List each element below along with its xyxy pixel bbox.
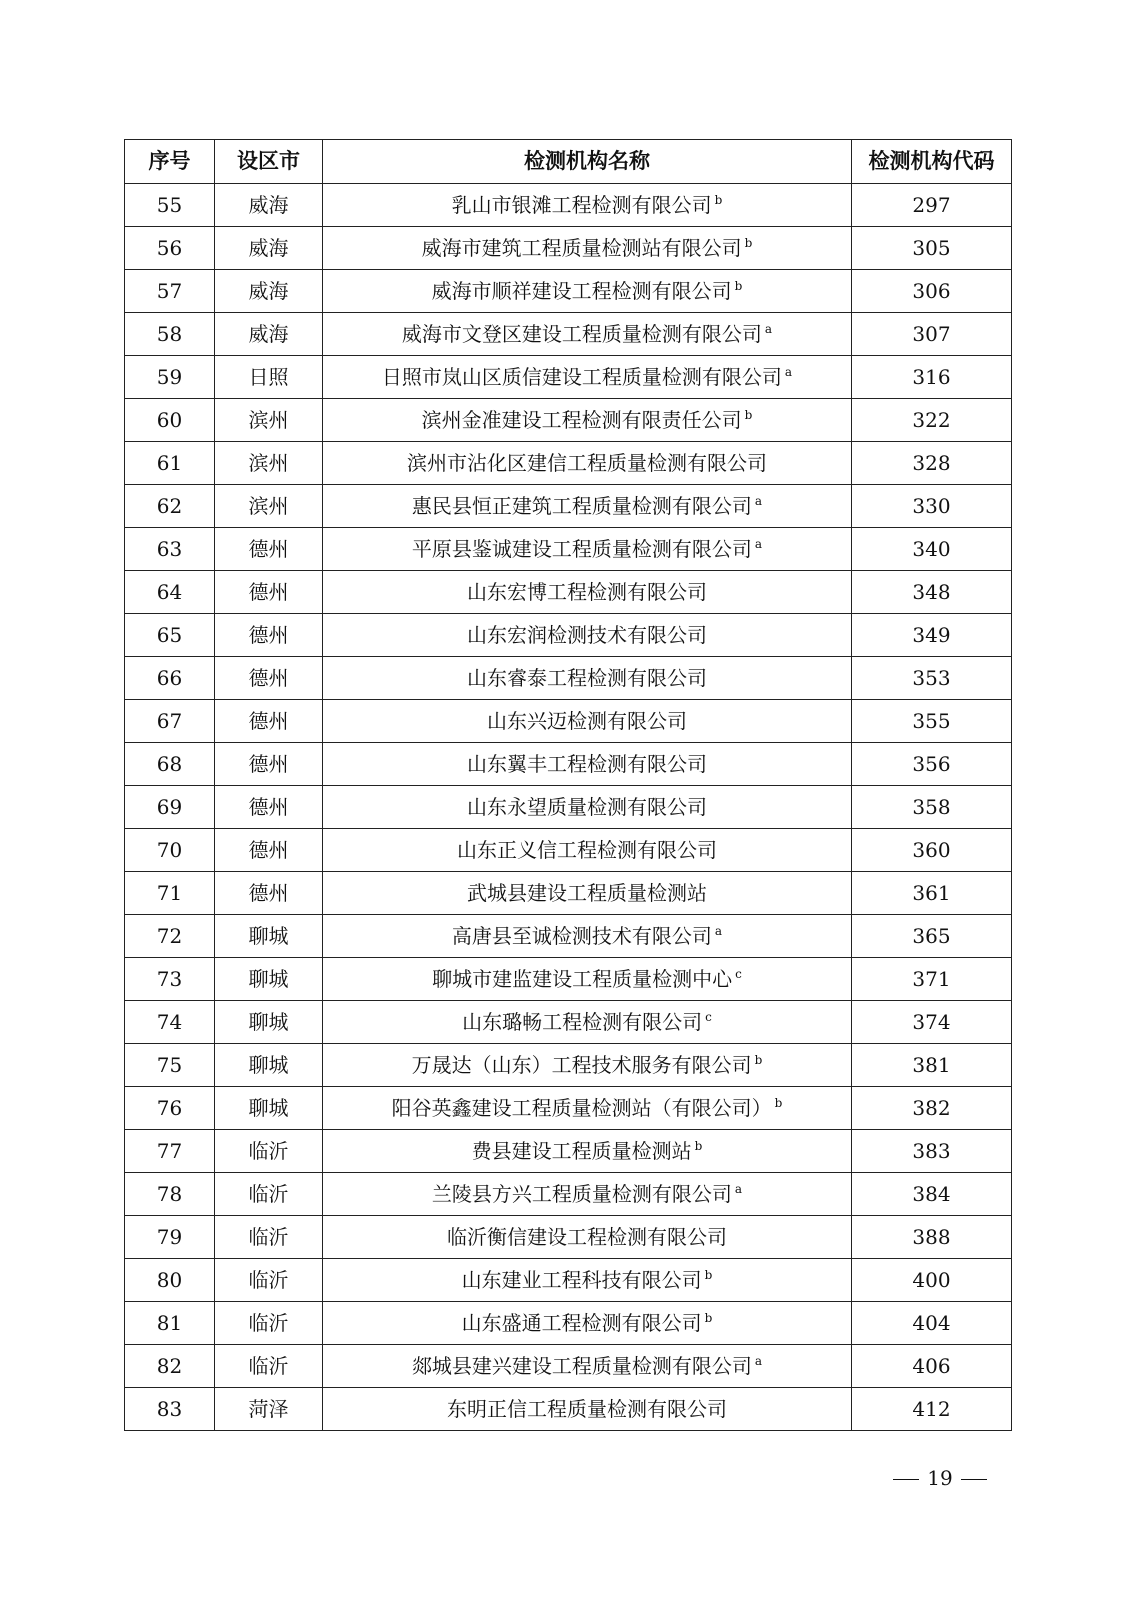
cell-agency-code-text: 349: [912, 623, 951, 647]
cell-serial-number: [125, 743, 215, 786]
cell-serial-number: [125, 1216, 215, 1259]
cell-agency-name-text: 日照市岚山区质信建设工程质量检测有限公司: [381, 365, 782, 389]
cell-agency-code: [852, 227, 1012, 270]
footnote-marker: b: [744, 408, 753, 423]
cell-city-text: 德州: [248, 580, 289, 604]
cell-agency-code-text: 328: [912, 451, 951, 475]
table-row: [125, 1345, 1012, 1388]
cell-city: [215, 1302, 323, 1345]
cell-agency-code-text: 307: [912, 322, 951, 346]
cell-serial-number: [125, 1044, 215, 1087]
cell-city: [215, 743, 323, 786]
cell-city-text: 德州: [248, 838, 289, 862]
cell-city-text: 德州: [248, 623, 289, 647]
cell-serial-number-text: 70: [156, 838, 183, 862]
cell-city-text: 威海: [248, 193, 289, 217]
footnote-marker: a: [784, 365, 793, 380]
cell-serial-number: [125, 829, 215, 872]
cell-agency-code: [852, 614, 1012, 657]
cell-serial-number: [125, 184, 215, 227]
cell-city-text: 聊城: [248, 1010, 289, 1034]
cell-city: [215, 1345, 323, 1388]
cell-serial-number: [125, 958, 215, 1001]
table-row: [125, 184, 1012, 227]
table-row: [125, 1044, 1012, 1087]
cell-city-text: 德州: [248, 881, 289, 905]
cell-agency-name-text: 威海市顺祥建设工程检测有限公司: [431, 279, 732, 303]
cell-serial-number: [125, 1345, 215, 1388]
cell-agency-code: [852, 184, 1012, 227]
cell-agency-name-text: 山东翼丰工程检测有限公司: [467, 752, 707, 776]
table-row: [125, 227, 1012, 270]
cell-agency-name-text: 山东永望质量检测有限公司: [467, 795, 707, 819]
cell-city: [215, 1216, 323, 1259]
cell-agency-name-text: 山东宏润检测技术有限公司: [467, 623, 707, 647]
cell-agency-code-text: 381: [912, 1053, 951, 1077]
cell-serial-number-text: 63: [156, 537, 183, 561]
cell-serial-number: [125, 1173, 215, 1216]
cell-agency-name-text: 郯城县建兴建设工程质量检测有限公司: [411, 1354, 752, 1378]
cell-city: [215, 442, 323, 485]
cell-city: [215, 657, 323, 700]
cell-serial-number-text: 82: [156, 1354, 183, 1378]
cell-agency-name: [323, 700, 852, 743]
cell-agency-code: [852, 1345, 1012, 1388]
cell-agency-code-text: 356: [912, 752, 951, 776]
cell-serial-number-text: 58: [156, 322, 183, 346]
table-row: [125, 571, 1012, 614]
cell-agency-name-text: 乳山市银滩工程检测有限公司: [451, 193, 712, 217]
cell-city: [215, 270, 323, 313]
cell-serial-number-text: 72: [156, 924, 183, 948]
cell-serial-number: [125, 399, 215, 442]
table-row: [125, 485, 1012, 528]
cell-serial-number: [125, 485, 215, 528]
cell-agency-code: [852, 872, 1012, 915]
cell-agency-name: [323, 1216, 852, 1259]
table-body: [125, 184, 1012, 1431]
cell-serial-number-text: 61: [156, 451, 183, 475]
table-row: [125, 657, 1012, 700]
footnote-marker: a: [764, 322, 773, 337]
cell-city: [215, 1259, 323, 1302]
cell-agency-code-text: 371: [912, 967, 951, 991]
cell-city: [215, 1044, 323, 1087]
page-number: 19: [927, 1466, 953, 1490]
cell-agency-code-text: 316: [912, 365, 951, 389]
cell-serial-number: [125, 1302, 215, 1345]
cell-city: [215, 958, 323, 1001]
cell-city-text: 临沂: [248, 1268, 289, 1292]
cell-city: [215, 614, 323, 657]
cell-serial-number: [125, 915, 215, 958]
table-row: [125, 872, 1012, 915]
cell-agency-name: [323, 485, 852, 528]
cell-agency-name-text: 平原县鉴诚建设工程质量检测有限公司: [411, 537, 752, 561]
cell-agency-code: [852, 915, 1012, 958]
cell-city: [215, 700, 323, 743]
table-row: [125, 399, 1012, 442]
cell-city-text: 威海: [248, 279, 289, 303]
cell-serial-number: [125, 270, 215, 313]
cell-city: [215, 1130, 323, 1173]
cell-agency-name: [323, 399, 852, 442]
table-row: [125, 829, 1012, 872]
cell-agency-code-text: 330: [912, 494, 951, 518]
table-header-row: [125, 140, 1012, 184]
footnote-marker: a: [754, 1354, 763, 1369]
cell-agency-code: [852, 528, 1012, 571]
header-agency-code: 检测机构代码: [852, 140, 1012, 184]
cell-serial-number-text: 56: [156, 236, 183, 260]
cell-agency-code: [852, 743, 1012, 786]
cell-agency-name: [323, 872, 852, 915]
cell-city-text: 威海: [248, 322, 289, 346]
footnote-marker: b: [774, 1096, 783, 1111]
cell-city: [215, 485, 323, 528]
cell-agency-name: [323, 571, 852, 614]
cell-city-text: 滨州: [248, 494, 289, 518]
cell-agency-name-text: 山东建业工程科技有限公司: [461, 1268, 702, 1292]
cell-city: [215, 1388, 323, 1431]
cell-agency-name: [323, 270, 852, 313]
cell-city: [215, 571, 323, 614]
cell-serial-number: [125, 872, 215, 915]
cell-agency-name-text: 惠民县恒正建筑工程质量检测有限公司: [411, 494, 752, 518]
table-row: [125, 1001, 1012, 1044]
inspection-agency-table: [124, 139, 1012, 1431]
footnote-marker: c: [735, 967, 742, 982]
cell-agency-code-text: 384: [912, 1182, 951, 1206]
footnote-marker: a: [754, 537, 763, 552]
cell-agency-name: [323, 829, 852, 872]
cell-agency-code-text: 355: [912, 709, 951, 733]
header-serial-number: 序号: [125, 140, 215, 184]
cell-agency-code-text: 348: [912, 580, 951, 604]
cell-agency-code-text: 374: [912, 1010, 951, 1034]
table-row: [125, 958, 1012, 1001]
table-row: [125, 1216, 1012, 1259]
cell-agency-name: [323, 313, 852, 356]
cell-agency-name-text: 高唐县至诚检测技术有限公司: [451, 924, 712, 948]
cell-serial-number-text: 79: [156, 1225, 183, 1249]
cell-agency-code-text: 322: [912, 408, 951, 432]
cell-city: [215, 1087, 323, 1130]
cell-city: [215, 528, 323, 571]
footnote-marker: b: [714, 193, 723, 208]
cell-city: [215, 184, 323, 227]
cell-agency-code-text: 404: [912, 1311, 951, 1335]
cell-agency-name-text: 费县建设工程质量检测站: [471, 1139, 692, 1163]
table-row: [125, 915, 1012, 958]
cell-agency-name-text: 临沂衡信建设工程检测有限公司: [447, 1225, 727, 1249]
cell-agency-name-text: 武城县建设工程质量检测站: [467, 881, 707, 905]
cell-agency-name: [323, 442, 852, 485]
footnote-marker: a: [734, 1182, 743, 1197]
cell-city-text: 临沂: [248, 1354, 289, 1378]
cell-serial-number-text: 77: [156, 1139, 183, 1163]
cell-city-text: 威海: [248, 236, 289, 260]
cell-agency-code: [852, 700, 1012, 743]
cell-agency-code: [852, 829, 1012, 872]
cell-serial-number-text: 65: [156, 623, 183, 647]
cell-city-text: 临沂: [248, 1311, 289, 1335]
cell-agency-name-text: 山东正义信工程检测有限公司: [457, 838, 717, 862]
table-row: [125, 1302, 1012, 1345]
cell-agency-name: [323, 1388, 852, 1431]
cell-agency-code: [852, 1388, 1012, 1431]
cell-serial-number: [125, 442, 215, 485]
cell-serial-number: [125, 1130, 215, 1173]
cell-agency-name: [323, 614, 852, 657]
cell-agency-code: [852, 1001, 1012, 1044]
cell-agency-name: [323, 227, 852, 270]
cell-agency-name-text: 滨州金准建设工程检测有限责任公司: [421, 408, 742, 432]
cell-city-text: 聊城: [248, 924, 289, 948]
cell-city-text: 临沂: [248, 1225, 289, 1249]
header-agency-name: 检测机构名称: [323, 140, 852, 184]
cell-agency-code-text: 297: [912, 193, 951, 217]
cell-agency-code: [852, 399, 1012, 442]
cell-city: [215, 786, 323, 829]
cell-city-text: 德州: [248, 709, 289, 733]
cell-agency-code-text: 412: [912, 1397, 951, 1421]
cell-agency-code-text: 365: [912, 924, 951, 948]
cell-serial-number-text: 80: [156, 1268, 183, 1292]
cell-agency-name-text: 威海市文登区建设工程质量检测有限公司: [401, 322, 762, 346]
table-row: [125, 442, 1012, 485]
cell-agency-name-text: 山东盛通工程检测有限公司: [461, 1311, 702, 1335]
cell-agency-code: [852, 313, 1012, 356]
cell-agency-name: [323, 786, 852, 829]
cell-city-text: 聊城: [248, 967, 289, 991]
cell-agency-code: [852, 356, 1012, 399]
cell-serial-number: [125, 1388, 215, 1431]
cell-serial-number: [125, 356, 215, 399]
cell-agency-name: [323, 184, 852, 227]
cell-serial-number-text: 69: [156, 795, 183, 819]
cell-city-text: 德州: [248, 752, 289, 776]
cell-city-text: 日照: [248, 365, 289, 389]
cell-agency-code: [852, 1302, 1012, 1345]
footnote-marker: b: [744, 236, 753, 251]
page-footer: [870, 1466, 1010, 1490]
cell-agency-code-text: 353: [912, 666, 951, 690]
cell-agency-code-text: 358: [912, 795, 951, 819]
cell-city-text: 聊城: [248, 1053, 289, 1077]
cell-agency-code-text: 361: [912, 881, 951, 905]
cell-agency-name-text: 山东睿泰工程检测有限公司: [467, 666, 707, 690]
footnote-marker: b: [694, 1139, 703, 1154]
footer-dash-right: [961, 1479, 987, 1480]
cell-serial-number: [125, 227, 215, 270]
cell-agency-name: [323, 915, 852, 958]
cell-agency-name-text: 聊城市建监建设工程质量检测中心: [432, 967, 733, 991]
cell-serial-number-text: 75: [156, 1053, 183, 1077]
cell-city-text: 滨州: [248, 408, 289, 432]
cell-agency-code: [852, 571, 1012, 614]
cell-agency-code: [852, 1044, 1012, 1087]
table-row: [125, 786, 1012, 829]
table-row: [125, 700, 1012, 743]
cell-agency-name: [323, 528, 852, 571]
cell-serial-number: [125, 614, 215, 657]
cell-city: [215, 399, 323, 442]
cell-city: [215, 356, 323, 399]
cell-agency-name-text: 兰陵县方兴工程质量检测有限公司: [431, 1182, 732, 1206]
cell-agency-name: [323, 1044, 852, 1087]
cell-serial-number: [125, 528, 215, 571]
cell-serial-number: [125, 1259, 215, 1302]
cell-serial-number-text: 55: [156, 193, 183, 217]
cell-serial-number: [125, 1001, 215, 1044]
cell-serial-number-text: 66: [156, 666, 183, 690]
cell-serial-number-text: 71: [156, 881, 183, 905]
cell-agency-code-text: 360: [912, 838, 951, 862]
cell-agency-name-text: 东明正信工程质量检测有限公司: [447, 1397, 727, 1421]
cell-serial-number: [125, 313, 215, 356]
table-row: [125, 743, 1012, 786]
cell-serial-number: [125, 1087, 215, 1130]
cell-serial-number-text: 68: [156, 752, 183, 776]
cell-agency-code: [852, 958, 1012, 1001]
cell-city: [215, 1001, 323, 1044]
cell-agency-name-text: 山东璐畅工程检测有限公司: [462, 1010, 703, 1034]
cell-agency-name: [323, 657, 852, 700]
cell-city-text: 聊城: [248, 1096, 289, 1120]
cell-serial-number-text: 62: [156, 494, 183, 518]
cell-agency-code-text: 406: [912, 1354, 951, 1378]
cell-serial-number-text: 57: [156, 279, 183, 303]
cell-agency-name-text: 万晟达（山东）工程技术服务有限公司: [411, 1053, 752, 1077]
footer-dash-left: [893, 1479, 919, 1480]
cell-city-text: 德州: [248, 666, 289, 690]
cell-agency-code: [852, 1173, 1012, 1216]
table-row: [125, 313, 1012, 356]
footnote-marker: b: [734, 279, 743, 294]
table-row: [125, 614, 1012, 657]
cell-agency-code: [852, 270, 1012, 313]
cell-serial-number-text: 64: [156, 580, 183, 604]
cell-agency-code-text: 383: [912, 1139, 951, 1163]
cell-serial-number: [125, 571, 215, 614]
cell-city: [215, 915, 323, 958]
cell-city: [215, 227, 323, 270]
cell-agency-code-text: 382: [912, 1096, 951, 1120]
cell-agency-name: [323, 958, 852, 1001]
cell-serial-number-text: 67: [156, 709, 183, 733]
cell-city-text: 德州: [248, 537, 289, 561]
cell-serial-number-text: 76: [156, 1096, 183, 1120]
table-row: [125, 1388, 1012, 1431]
table-row: [125, 1130, 1012, 1173]
footnote-marker: c: [705, 1010, 712, 1025]
cell-agency-code-text: 305: [912, 236, 951, 260]
cell-agency-name: [323, 356, 852, 399]
table-row: [125, 1259, 1012, 1302]
cell-agency-code-text: 388: [912, 1225, 951, 1249]
cell-city-text: 临沂: [248, 1182, 289, 1206]
cell-serial-number: [125, 657, 215, 700]
footnote-marker: b: [754, 1053, 763, 1068]
cell-city-text: 德州: [248, 795, 289, 819]
cell-agency-name: [323, 1087, 852, 1130]
footnote-marker: b: [704, 1268, 713, 1283]
cell-agency-name-text: 阳谷英鑫建设工程质量检测站（有限公司）: [391, 1096, 772, 1120]
table-row: [125, 1173, 1012, 1216]
cell-agency-name: [323, 1345, 852, 1388]
cell-agency-name-text: 山东宏博工程检测有限公司: [467, 580, 707, 604]
header-city: 设区市: [215, 140, 323, 184]
cell-agency-code: [852, 1259, 1012, 1302]
cell-agency-code: [852, 657, 1012, 700]
cell-serial-number-text: 74: [156, 1010, 183, 1034]
cell-agency-name: [323, 1259, 852, 1302]
cell-agency-name: [323, 1001, 852, 1044]
cell-agency-code-text: 340: [912, 537, 951, 561]
cell-agency-name: [323, 1173, 852, 1216]
cell-agency-name-text: 滨州市沾化区建信工程质量检测有限公司: [407, 451, 767, 475]
cell-city: [215, 1173, 323, 1216]
cell-city: [215, 872, 323, 915]
table-row: [125, 528, 1012, 571]
cell-city: [215, 829, 323, 872]
cell-agency-code: [852, 786, 1012, 829]
cell-serial-number-text: 60: [156, 408, 183, 432]
table-row: [125, 270, 1012, 313]
cell-agency-name-text: 山东兴迈检测有限公司: [487, 709, 687, 733]
cell-serial-number-text: 78: [156, 1182, 183, 1206]
cell-serial-number-text: 83: [156, 1397, 183, 1421]
cell-serial-number-text: 81: [156, 1311, 183, 1335]
cell-serial-number-text: 59: [156, 365, 183, 389]
cell-agency-code: [852, 1216, 1012, 1259]
cell-agency-code: [852, 1130, 1012, 1173]
cell-agency-code: [852, 1087, 1012, 1130]
cell-agency-code: [852, 442, 1012, 485]
cell-city: [215, 313, 323, 356]
cell-agency-code: [852, 485, 1012, 528]
table-row: [125, 1087, 1012, 1130]
cell-agency-name: [323, 1130, 852, 1173]
cell-agency-name: [323, 1302, 852, 1345]
cell-agency-code-text: 400: [912, 1268, 951, 1292]
table-row: [125, 356, 1012, 399]
cell-serial-number-text: 73: [156, 967, 183, 991]
cell-agency-code-text: 306: [912, 279, 951, 303]
cell-serial-number: [125, 786, 215, 829]
cell-serial-number: [125, 700, 215, 743]
footnote-marker: a: [754, 494, 763, 509]
footnote-marker: b: [704, 1311, 713, 1326]
cell-agency-name-text: 威海市建筑工程质量检测站有限公司: [421, 236, 742, 260]
cell-city-text: 滨州: [248, 451, 289, 475]
cell-agency-name: [323, 743, 852, 786]
cell-city-text: 菏泽: [248, 1397, 289, 1421]
cell-city-text: 临沂: [248, 1139, 289, 1163]
footnote-marker: a: [714, 924, 723, 939]
